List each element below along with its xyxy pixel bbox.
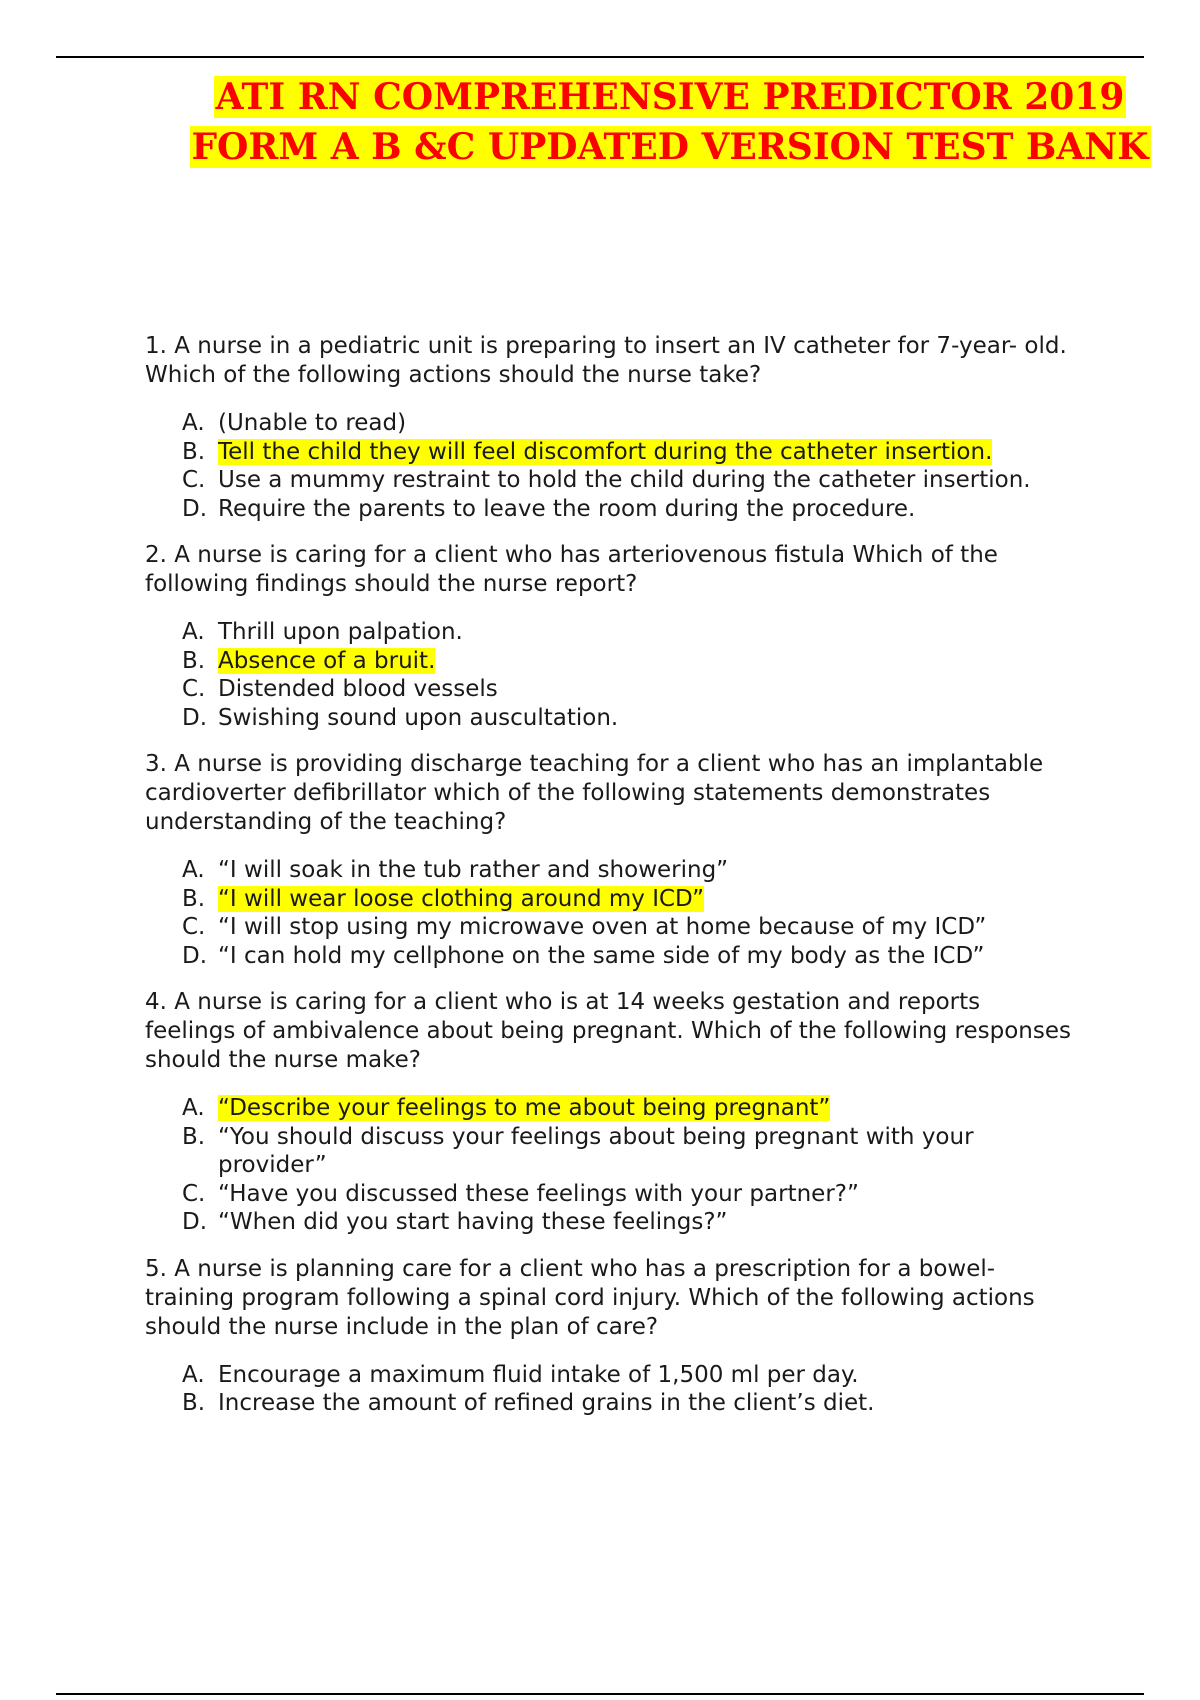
option-text: “Have you discussed these feelings with your partner?”: [218, 1180, 859, 1207]
option-text: Use a mummy restraint to hold the child during the catheter insertion.: [218, 467, 1031, 493]
option-text: Swishing sound upon auscultation.: [218, 704, 619, 731]
answer-options: [145, 1361, 1195, 1418]
option-b: [182, 647, 1195, 676]
option-text: “I can hold my cellphone on the same side of my body as the ICD”: [218, 942, 985, 969]
option-letter: B.: [182, 1123, 206, 1150]
option-text: “You should discuss your feelings about being pregnant with your provider”: [218, 1123, 974, 1178]
option-c: [182, 913, 1195, 942]
question-1: [145, 332, 1195, 523]
option-text: Require the parents to leave the room during the procedure.: [218, 495, 916, 522]
question-stem: 2. A nurse is caring for a client who has arteriovenous fistula Which of the following findings should the nurse report?: [145, 542, 998, 597]
option-a: [182, 1094, 1195, 1123]
option-b: [182, 438, 1195, 467]
option-letter: C.: [182, 467, 206, 493]
option-d: [182, 495, 1195, 524]
option-text: [218, 885, 1195, 914]
option-letter: D.: [182, 1209, 208, 1235]
option-d: [182, 704, 1195, 733]
option-letter: A.: [182, 857, 205, 883]
option-a: [182, 1361, 1195, 1390]
question-3: [145, 750, 1195, 970]
option-text: [218, 647, 1195, 676]
answer-options: [145, 1094, 1195, 1237]
option-a: [182, 856, 1195, 885]
option-text: Increase the amount of refined grains in the client’s diet.: [218, 1390, 875, 1416]
option-text: “I will soak in the tub rather and showering”: [218, 857, 729, 883]
question-5: [145, 1255, 1195, 1418]
option-letter: A.: [182, 1361, 205, 1388]
title-line-2: FORM A B &C UPDATED VERSION TEST BANK: [191, 126, 1149, 168]
option-letter: B.: [182, 438, 206, 465]
option-letter: B.: [182, 1390, 206, 1416]
option-d: [182, 1208, 1195, 1237]
highlighted-answer: “I will wear loose clothing around my ICD”: [218, 885, 705, 912]
option-text: [218, 1094, 1195, 1123]
bottom-rule: [56, 1693, 1144, 1695]
option-letter: C.: [182, 914, 206, 940]
option-letter: C.: [182, 676, 206, 702]
option-text: (Unable to read): [218, 410, 407, 436]
question-2: [145, 541, 1195, 732]
option-c: [182, 466, 1195, 495]
answer-options: [145, 856, 1195, 970]
option-text: Thrill upon palpation.: [218, 619, 463, 645]
option-letter: D.: [182, 942, 208, 969]
document-title: [150, 72, 1190, 172]
option-letter: A.: [182, 619, 205, 645]
option-letter: A.: [182, 1095, 205, 1121]
question-stem: 4. A nurse is caring for a client who is at 14 weeks gestation and reports feelings of ambivalence about being pregnant. Which of the following responses should the nurse make?: [145, 989, 1071, 1073]
option-b: [182, 1123, 1195, 1180]
option-b: [182, 885, 1195, 914]
option-b: [182, 1389, 1195, 1418]
option-text: Distended blood vessels: [218, 676, 498, 702]
highlighted-answer: “Describe your feelings to me about being pregnant”: [218, 1095, 831, 1121]
option-a: [182, 618, 1195, 647]
option-letter: D.: [182, 704, 208, 731]
option-text: [218, 438, 1195, 467]
option-text: “When did you start having these feelings?”: [218, 1209, 728, 1235]
question-stem: 5. A nurse is planning care for a client who has a prescription for a bowel- training program following a spinal cord injury. Which of the following actions should the nurse include in the plan of care?: [145, 1255, 1035, 1340]
option-c: [182, 1180, 1195, 1209]
question-4: [145, 988, 1195, 1237]
answer-options: [145, 618, 1195, 732]
highlighted-answer: Tell the child they will feel discomfort during the catheter insertion.: [218, 438, 993, 465]
highlighted-answer: Absence of a bruit.: [218, 647, 436, 674]
option-a: [182, 409, 1195, 438]
option-text: “I will stop using my microwave oven at home because of my ICD”: [218, 914, 987, 940]
answer-options: [145, 409, 1195, 523]
question-stem: 1. A nurse in a pediatric unit is preparing to insert an IV catheter for 7-year- old. Which of the following actions should the nurse take?: [145, 333, 1067, 388]
question-stem: 3. A nurse is providing discharge teaching for a client who has an implantable cardioverter defibrillator which of the following statements demonstrates understanding of the teaching?: [145, 751, 1044, 835]
option-text: Encourage a maximum fluid intake of 1,500 ml per day.: [218, 1361, 859, 1388]
option-d: [182, 942, 1195, 971]
question-list: [145, 332, 1195, 1436]
option-c: [182, 675, 1195, 704]
option-letter: B.: [182, 885, 206, 912]
option-letter: B.: [182, 647, 206, 674]
option-letter: D.: [182, 495, 208, 522]
option-letter: C.: [182, 1180, 206, 1207]
top-rule: [56, 56, 1144, 58]
option-letter: A.: [182, 410, 205, 436]
title-line-1: ATI RN COMPREHENSIVE PREDICTOR 2019: [215, 76, 1125, 118]
